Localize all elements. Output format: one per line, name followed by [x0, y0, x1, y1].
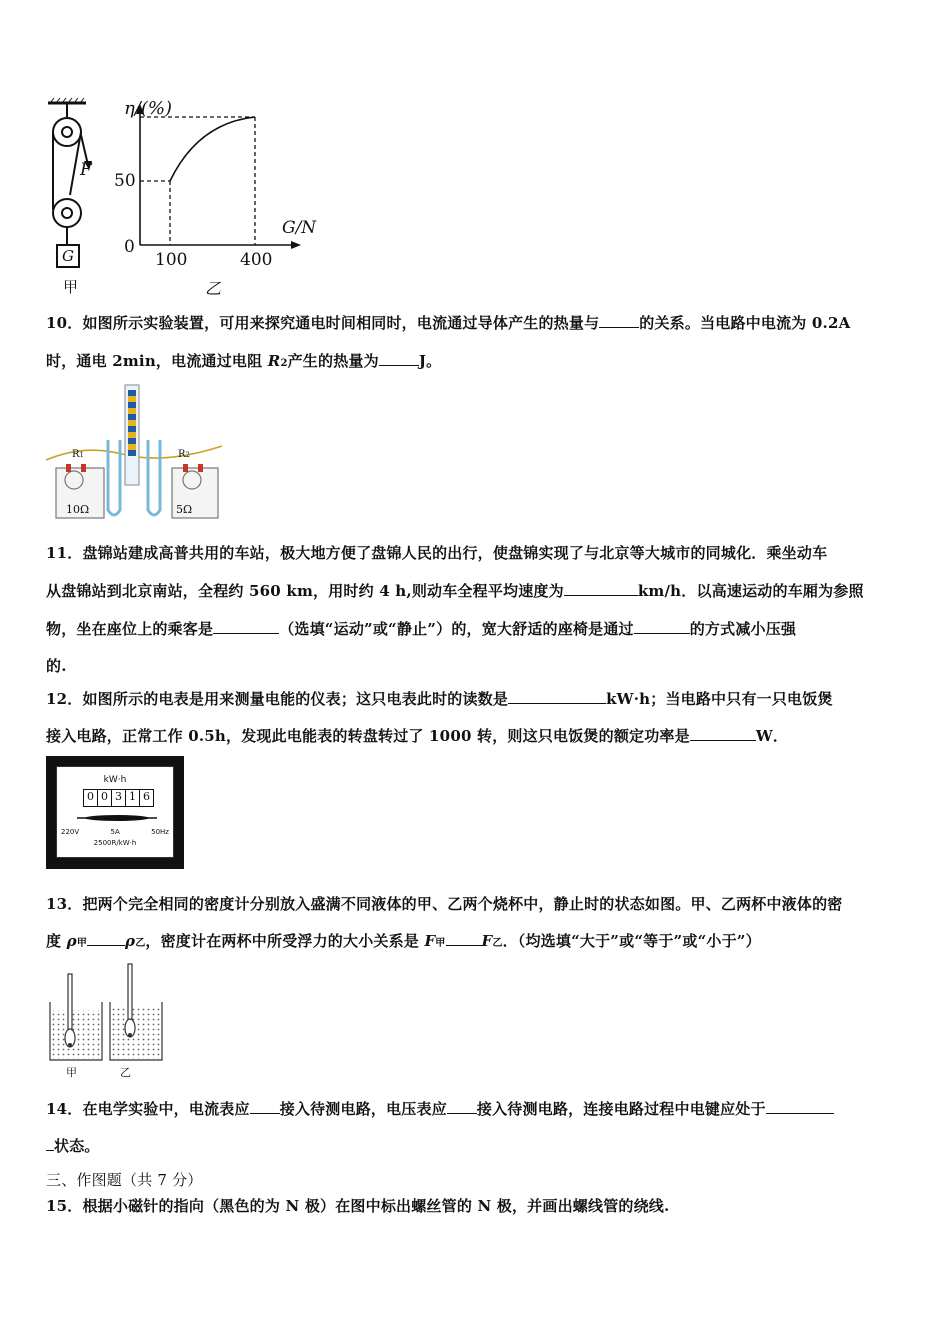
r1-label: R1 [72, 449, 84, 460]
q13-blank-2[interactable] [446, 931, 482, 946]
q11-blank-3[interactable] [634, 619, 690, 634]
q13-line2: 度 ρ甲 ρ乙，密度计在两杯中所受浮力的大小关系是 F甲 F乙．（均选填“大于”或“等于”或“小于”） [46, 932, 761, 950]
q11-line1: 11．盘锦站建成高普共用的车站，极大地方便了盘锦人民的出行，使盘锦实现了与北京等大城市的同城化．乘坐动车 [46, 544, 828, 562]
efficiency-chart [120, 95, 330, 295]
y-axis-label: η/(%) [124, 98, 172, 119]
meter-digit-decimal: 6 [143, 790, 150, 803]
meter-digit: 0 [84, 790, 98, 806]
x-tick-400: 400 [240, 250, 273, 270]
section-title: 三、作图题（共 7 分） [46, 1171, 203, 1189]
q12-line2: 接入电路，正常工作 0.5h，发现此电能表的转盘转过了 1000 转，则这只电饭煲的额定功率是 W． [46, 727, 789, 745]
box1-resistance: 10Ω [66, 503, 90, 516]
q15-line1: 15．根据小磁针的指向（黑色的为 N 极）在图中标出螺丝管的 N 极，并画出螺线管的绕线. [46, 1197, 670, 1215]
efficiency-curve [170, 117, 255, 181]
hydrometer-figure [46, 962, 176, 1066]
q11-line2: 从盘锦站到北京南站，全程约 560 km，用时约 4 h,则动车全程平均速度为 km/h．以高速运动的车厢为参照 [46, 582, 864, 600]
q14-blank-1[interactable] [250, 1099, 280, 1114]
q10-line2: 时，通电 2min，电流通过电阻 R2产生的热量为 J。 [46, 352, 442, 370]
meter-digit: 0 [98, 790, 112, 806]
y-tick-50: 50 [114, 171, 136, 191]
q10-blank-2[interactable] [379, 351, 419, 366]
meter-dial [75, 811, 159, 825]
meter-specs: 220V 5A 50Hz [61, 828, 169, 836]
meter-unit: kW·h [103, 775, 127, 785]
beaker-caption-yi: 乙 [120, 1066, 131, 1079]
x-axis-label: G/N [282, 218, 317, 238]
meter-digit: 3 [112, 790, 126, 806]
pulley-figure [40, 95, 110, 300]
beaker-caption-jia: 甲 [66, 1066, 77, 1079]
q14-blank-3-cont[interactable] [46, 1136, 54, 1151]
q13-line1: 13．把两个完全相同的密度计分别放入盛满不同液体的甲、乙两个烧杯中，静止时的状态如图。甲、乙两杯中液体的密 [46, 895, 843, 913]
q10-line1: 10．如图所示实验装置，可用来探究通电时间相同时，电流通过导体产生的热量与 的关系。当电路中电流为 0.2A [46, 314, 851, 332]
graph-caption: 乙 [205, 279, 222, 298]
q13-blank-1[interactable] [87, 931, 125, 946]
weight-label: G [62, 247, 74, 265]
q11-blank-2[interactable] [213, 619, 279, 634]
q14-blank-2[interactable] [447, 1099, 477, 1114]
q10-blank-1[interactable] [599, 313, 639, 328]
r2-label: R2 [178, 449, 190, 460]
meter-digits [83, 789, 154, 807]
box2-resistance: 5Ω [176, 503, 193, 516]
y-tick-0: 0 [124, 237, 135, 257]
energy-meter [46, 756, 184, 869]
q12-blank-2[interactable] [690, 726, 756, 741]
q14-blank-3[interactable] [766, 1099, 834, 1114]
q11-blank-1[interactable] [564, 581, 638, 596]
force-label: F [80, 160, 92, 180]
meter-rev-const: 2500R/kW·h [93, 839, 137, 847]
x-tick-100: 100 [155, 250, 188, 270]
q14-line1: 14．在电学实验中，电流表应 接入待测电路，电压表应 接入待测电路，连接电路过程中电键应处于 [46, 1098, 834, 1119]
meter-face [56, 766, 174, 858]
q12-blank-1[interactable] [508, 689, 606, 704]
q11-line4: 的. [46, 657, 67, 675]
meter-digit: 1 [126, 790, 140, 806]
pulley-caption: 甲 [63, 278, 79, 296]
q14-line2: 状态。 [46, 1135, 100, 1156]
q12-line1: 12．如图所示的电表是用来测量电能的仪表；这只电表此时的读数是 kW·h；当电路中只有一只电饭煲 [46, 690, 833, 708]
q11-line3: 物，坐在座位上的乘客是 （选填“运动”或“静止”）的，宽大舒适的座椅是通过 的方式减小压强 [46, 620, 797, 638]
